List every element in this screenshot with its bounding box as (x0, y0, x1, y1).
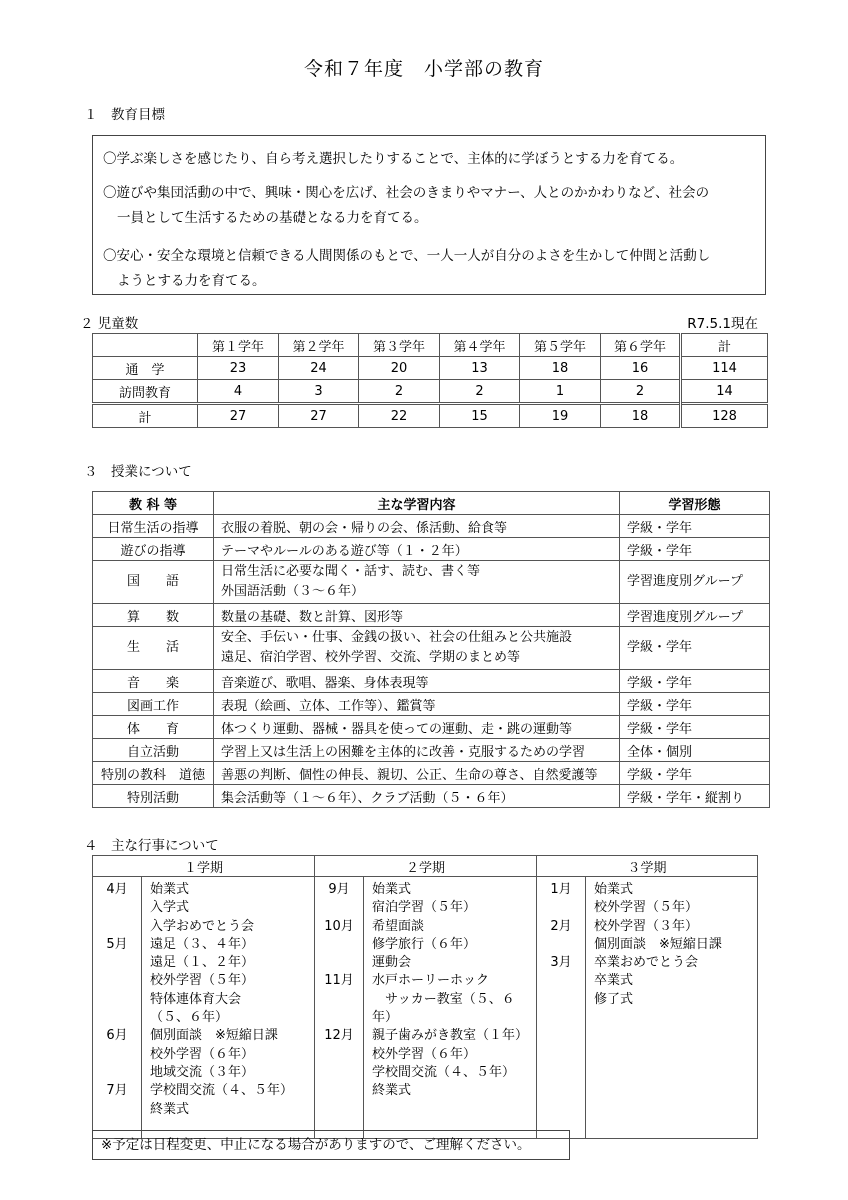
content-cell: 体つくり運動、器械・器具を使っての運動、走・跳の運動等 (214, 716, 620, 739)
table-header-row (93, 492, 770, 515)
term-2-events: 始業式 宿泊学習（５年） 希望面談 修学旅行（６年） 運動会 水戸ホーリーホック サッカー教室（５、６年） 親子歯みがき教室（１年） 校外学習（６年） 学校間交流（４、５年） 終業式 (364, 877, 537, 1139)
table-row (93, 380, 768, 404)
term-1-months: 4月 5月 6月 7月 (93, 877, 142, 1139)
column-header: 計 (681, 334, 768, 357)
table-row (93, 739, 770, 762)
term-2-months: 9月 10月 11月 12月 (315, 877, 364, 1139)
format-cell: 学習進度別グループ (620, 561, 770, 604)
column-header: 第６学年 (601, 334, 681, 357)
content-cell: 善悪の判断、個性の伸長、親切、公正、生命の尊さ、自然愛護等 (214, 762, 620, 785)
row-label: 訪問教育 (93, 380, 198, 404)
table-row (93, 762, 770, 785)
table-cell: 128 (681, 404, 768, 428)
goal-2-line-2: 一員として生活するための基礎となる力を育てる。 (117, 210, 428, 226)
format-cell: 学級・学年 (620, 538, 770, 561)
table-cell: 27 (279, 404, 359, 428)
section-2-heading: ２ 児童数 (80, 316, 139, 332)
table-cell: 1 (520, 380, 601, 404)
table-cell: 18 (520, 357, 601, 380)
format-cell: 学級・学年 (620, 627, 770, 670)
table-row (93, 604, 770, 627)
table-row (93, 357, 768, 380)
format-cell: 学級・学年 (620, 716, 770, 739)
format-cell: 学級・学年・縦割り (620, 785, 770, 808)
term-header-1: １学期 (93, 856, 315, 877)
table-cell: 13 (440, 357, 520, 380)
column-header: 教 科 等 (93, 492, 214, 515)
content-cell: テーマやルールのある遊び等（１・２年） (214, 538, 620, 561)
as-of-date: R7.5.1現在 (687, 316, 758, 332)
column-header: 第２学年 (279, 334, 359, 357)
table-cell: 2 (601, 380, 681, 404)
subject-cell: 音 楽 (93, 670, 214, 693)
term-header-2: ２学期 (315, 856, 537, 877)
goal-1-line-1: 〇学ぶ楽しさを感じたり、自ら考え選択したりすることで、主体的に学ぼうとする力を育てる。 (103, 151, 684, 167)
column-header (93, 334, 198, 357)
term-header-3: ３学期 (537, 856, 758, 877)
term-3-events: 始業式 校外学習（５年） 校外学習（３年） 個別面談 ※短縮日課 卒業おめでとう会 卒業式 修了式 (586, 877, 758, 1139)
subject-cell: 生 活 (93, 627, 214, 670)
content-cell: 日常生活に必要な聞く・話す、読む、書く等 外国語活動（３～６年） (214, 561, 620, 604)
column-header: 第１学年 (198, 334, 279, 357)
content-cell: 集会活動等（１～６年）、クラブ活動（５・６年） (214, 785, 620, 808)
goals-box (92, 135, 766, 295)
table-cell: 23 (198, 357, 279, 380)
content-cell: 音楽遊び、歌唱、器楽、身体表現等 (214, 670, 620, 693)
section-3-heading: ３ 授業について (84, 464, 192, 480)
page-title: 令和７年度 小学部の教育 (303, 58, 544, 80)
table-cell: 3 (279, 380, 359, 404)
format-cell: 学習進度別グループ (620, 604, 770, 627)
format-cell: 学級・学年 (620, 762, 770, 785)
section-4-heading: ４ 主な行事について (84, 838, 219, 854)
events-row (93, 877, 758, 1139)
goal-3 (103, 244, 753, 294)
subject-cell: 図画工作 (93, 693, 214, 716)
format-cell: 学級・学年 (620, 670, 770, 693)
table-row (93, 627, 770, 670)
table-cell: 27 (198, 404, 279, 428)
subject-cell: 日常生活の指導 (93, 515, 214, 538)
format-cell: 全体・個別 (620, 739, 770, 762)
table-row (93, 515, 770, 538)
table-row (93, 785, 770, 808)
column-header: 第４学年 (440, 334, 520, 357)
table-cell: 15 (440, 404, 520, 428)
term-3-months: 1月 2月 3月 (537, 877, 586, 1139)
content-cell: 安全、手伝い・仕事、金銭の扱い、社会の仕組みと公共施設 遠足、宿泊学習、校外学習、交流、学期のまとめ等 (214, 627, 620, 670)
table-cell: 16 (601, 357, 681, 380)
format-cell: 学級・学年 (620, 515, 770, 538)
goal-2-line-1: 〇遊びや集団活動の中で、興味・関心を広げ、社会のきまりやマナー、人とのかかわりなど、社会の (103, 185, 710, 201)
subject-cell: 国 語 (93, 561, 214, 604)
table-cell: 19 (520, 404, 601, 428)
table-row (93, 716, 770, 739)
column-header: 学習形態 (620, 492, 770, 515)
table-cell: 14 (681, 380, 768, 404)
table-total-row (93, 404, 768, 428)
goal-1 (103, 147, 753, 172)
table-cell: 22 (359, 404, 440, 428)
schedule-note: ※予定は日程変更、中止になる場合がありますので、ご理解ください。 (92, 1130, 570, 1160)
table-cell: 18 (601, 404, 681, 428)
content-cell: 学習上又は生活上の困難を主体的に改善・克服するための学習 (214, 739, 620, 762)
table-cell: 20 (359, 357, 440, 380)
content-cell: 衣服の着脱、朝の会・帰りの会、係活動、給食等 (214, 515, 620, 538)
classes-table (92, 491, 770, 808)
subject-cell: 自立活動 (93, 739, 214, 762)
table-cell: 2 (359, 380, 440, 404)
format-cell: 学級・学年 (620, 693, 770, 716)
content-cell: 数量の基礎、数と計算、図形等 (214, 604, 620, 627)
table-cell: 114 (681, 357, 768, 380)
subject-cell: 算 数 (93, 604, 214, 627)
subject-cell: 体 育 (93, 716, 214, 739)
table-row (93, 670, 770, 693)
student-count-table (92, 333, 768, 428)
table-cell: 24 (279, 357, 359, 380)
term-1-events: 始業式 入学式 入学おめでとう会 遠足（３、４年） 遠足（１、２年） 校外学習（５年） 特体連体育大会 （５、６年） 個別面談 ※短縮日課 校外学習（６年） 地域交流（３年） 学校間交流（４、５年） 終業式 (142, 877, 315, 1139)
goal-3-line-1: 〇安心・安全な環境と信頼できる人間関係のもとで、一人一人が自分のよさを生かして仲間と活動し (103, 248, 711, 264)
table-cell: 2 (440, 380, 520, 404)
row-label: 通 学 (93, 357, 198, 380)
column-header: 第３学年 (359, 334, 440, 357)
events-table (92, 855, 758, 1139)
table-cell: 4 (198, 380, 279, 404)
table-row (93, 561, 770, 604)
section-1-heading: １ 教育目標 (84, 107, 165, 123)
table-header-row (93, 856, 758, 877)
table-row (93, 538, 770, 561)
column-header: 第５学年 (520, 334, 601, 357)
subject-cell: 特別活動 (93, 785, 214, 808)
subject-cell: 遊びの指導 (93, 538, 214, 561)
table-header-row (93, 334, 768, 357)
row-label: 計 (93, 404, 198, 428)
subject-cell: 特別の教科 道徳 (93, 762, 214, 785)
column-header: 主な学習内容 (214, 492, 620, 515)
content-cell: 表現（絵画、立体、工作等）、鑑賞等 (214, 693, 620, 716)
table-row (93, 693, 770, 716)
goal-3-line-2: ようとする力を育てる。 (117, 273, 266, 289)
goal-2 (103, 181, 753, 231)
